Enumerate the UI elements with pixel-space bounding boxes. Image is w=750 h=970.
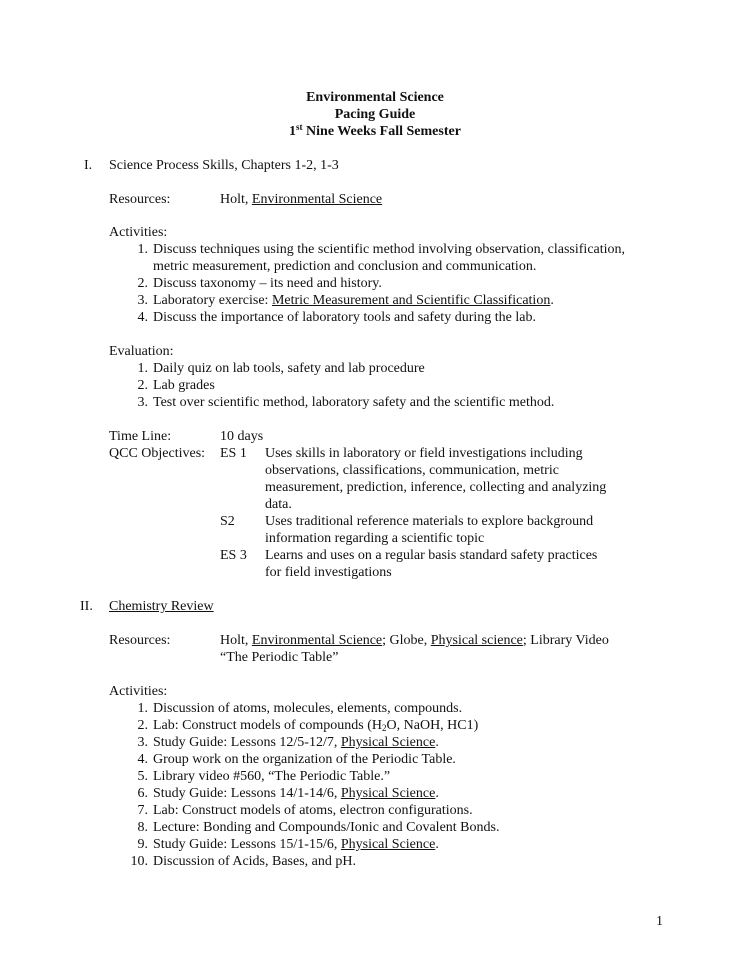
timeline-label: Time Line: (109, 429, 172, 444)
objective-text: measurement, prediction, inference, collecting and analyzing (265, 480, 607, 495)
list-item: 6. Study Guide: Lessons 14/1-14/6, Physical Science. (137, 786, 439, 801)
list-item: 2. Discuss taxonomy – its need and history. (137, 276, 382, 291)
list-item: 9. Study Guide: Lessons 15/1-15/6, Physical Science. (137, 837, 439, 852)
objective-text: data. (265, 497, 292, 512)
section-2-resources-label: Resources: (109, 633, 171, 648)
objective-text: information regarding a scientific topic (265, 531, 485, 546)
objective-code: ES 3 (220, 548, 247, 563)
objective-text: Uses skills in laboratory or field investigations including (265, 446, 583, 461)
objective-text: observations, classifications, communication, metric (265, 463, 559, 478)
section-1-resources: Holt, Environmental Science (220, 192, 383, 207)
objective-text: Learns and uses on a regular basis standard safety practices (265, 548, 598, 563)
section-1-numeral: I. (84, 158, 93, 173)
section-2-heading: Chemistry Review (109, 599, 214, 614)
section-2-resources-continuation: “The Periodic Table” (220, 650, 339, 665)
list-item: 1. Discuss techniques using the scientific method involving observation, classification, (137, 242, 626, 257)
objective-code: ES 1 (220, 446, 247, 461)
list-item: 5. Library video #560, “The Periodic Table.” (137, 769, 391, 784)
qcc-objectives-label: QCC Objectives: (109, 446, 206, 461)
section-1-heading: Science Process Skills, Chapters 1-2, 1-3 (109, 158, 339, 173)
resource-book-link: Environmental Science (251, 192, 383, 207)
document-subtitle: Pacing Guide (334, 107, 416, 122)
list-item: 3. Test over scientific method, laboratory safety and the scientific method. (137, 395, 555, 410)
objective-text: Uses traditional reference materials to explore background (265, 514, 594, 529)
list-item: 1. Daily quiz on lab tools, safety and lab procedure (137, 361, 425, 376)
list-item: 3. Study Guide: Lessons 12/5-12/7, Physical Science. (137, 735, 439, 750)
list-item-continuation: metric measurement, prediction and conclusion and communication. (153, 259, 537, 274)
list-item: 10. Discussion of Acids, Bases, and pH. (130, 854, 356, 869)
section-1-activities-label: Activities: (109, 225, 168, 240)
timeline-value: 10 days (220, 429, 264, 444)
section-2-resources: Holt, Environmental Science; Globe, Physical science; Library Video (220, 633, 609, 648)
list-item: 2. Lab grades (137, 378, 215, 393)
term-heading: 1st Nine Weeks Fall Semester (289, 122, 461, 139)
section-2-activities-label: Activities: (109, 684, 168, 699)
section-1-evaluation-label: Evaluation: (109, 344, 174, 359)
list-item: 3. Laboratory exercise: Metric Measurement and Scientific Classification. (137, 293, 554, 308)
document-title: Environmental Science (306, 90, 444, 105)
list-item: 2. Lab: Construct models of compounds ($H_2O$, NaOH, HC1) (137, 718, 479, 733)
list-item: 7. Lab: Construct models of atoms, electron configurations. (137, 803, 473, 818)
page-number: 1 (656, 914, 663, 929)
list-item: 8. Lecture: Bonding and Compounds/Ionic and Covalent Bonds. (137, 820, 500, 835)
objective-code: S2 (220, 514, 235, 529)
list-item: 4. Discuss the importance of laboratory tools and safety during the lab. (137, 310, 536, 325)
section-2-numeral: II. (80, 599, 93, 614)
section-1-resources-label: Resources: (109, 192, 171, 207)
list-item: 1. Discussion of atoms, molecules, elements, compounds. (137, 701, 463, 716)
list-item: 4. Group work on the organization of the Periodic Table. (137, 752, 456, 767)
objective-text: for field investigations (265, 565, 392, 580)
